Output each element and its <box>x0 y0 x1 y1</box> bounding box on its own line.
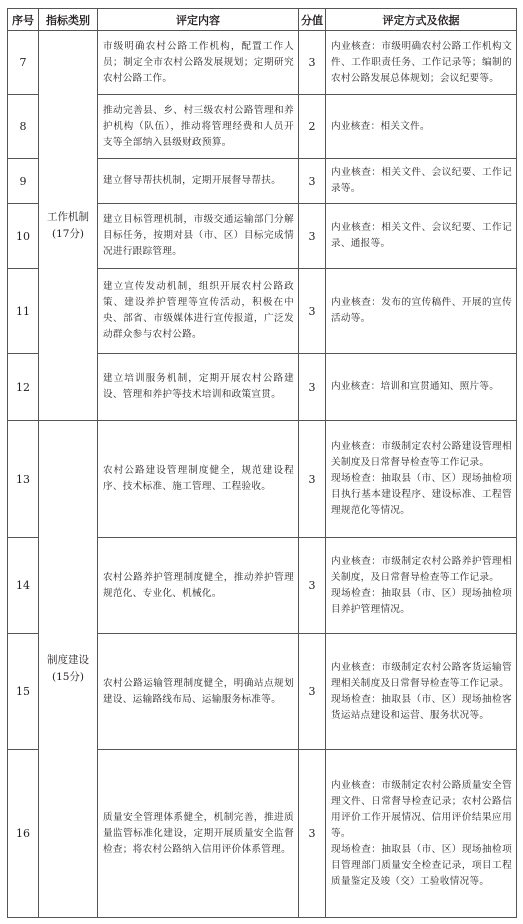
table-row <box>8 31 517 95</box>
score-cell: 3 <box>299 354 326 421</box>
score-cell: 3 <box>299 750 326 918</box>
category-label: 制度建设 <box>47 654 89 666</box>
content-cell <box>98 269 299 354</box>
content-text: 建立目标管理机制，市级交通运输部门分解目标任务，按期对县（市、区）目标完成情况进行跟踪管理。 <box>103 214 294 257</box>
header-score: 分值 <box>299 9 326 31</box>
content-cell <box>98 354 299 421</box>
row-number: 9 <box>8 159 39 204</box>
method-text: 内业核查：市级制定农村公路客货运输管理相关制度及日常督导检查等工作记录。 <box>331 661 512 689</box>
category-label: 工作机制 <box>47 210 89 223</box>
header-content: 评定内容 <box>98 9 299 31</box>
method-cell <box>326 634 517 750</box>
header-method: 评定方式及依据 <box>326 9 517 31</box>
content-text: 建立培训服务机制，定期开展农村公路建设、管理和养护等技术培训和政策宣贯。 <box>103 373 294 400</box>
score-cell: 3 <box>299 204 326 269</box>
category-cell <box>39 31 98 421</box>
content-text: 建立宣传发动机制，组织开展农村公路政策、建设养护管理等宣传活动，积极在中央、部省、市级媒体进行宣传报道，广泛发动群众参与农村公路。 <box>103 281 294 340</box>
score-cell: 3 <box>299 538 326 634</box>
row-number: 10 <box>8 204 39 269</box>
method-text: 内业核查：发布的宣传稿件、开展的宣传活动等。 <box>331 297 512 324</box>
table-header-row <box>8 9 517 31</box>
content-text: 建立督导帮扶机制，定期开展督导帮扶。 <box>103 175 282 186</box>
method-text: 内业核查：相关文件、会议纪要、工作记录等。 <box>331 167 512 194</box>
score-cell: 3 <box>299 269 326 354</box>
method-cell <box>326 354 517 421</box>
content-cell <box>98 95 299 159</box>
category-points: (17分) <box>51 227 85 240</box>
header-seq: 序号 <box>8 9 39 31</box>
method-text: 内业核查：市级明确农村公路工作机构文件、工作职责任务、工作记录等；编制的农村公路发展总体规划；会议纪要等。 <box>331 40 512 84</box>
category-points: (15分) <box>51 671 85 683</box>
content-cell <box>98 634 299 750</box>
row-number: 8 <box>8 95 39 159</box>
score-cell: 2 <box>299 95 326 159</box>
method-text: 内业核查：市级制定农村公路建设管理相关制度及日常督导检查等工作记录。 <box>331 441 512 468</box>
score-cell: 3 <box>299 31 326 95</box>
method-cell <box>326 269 517 354</box>
row-number: 11 <box>8 269 39 354</box>
method-cell <box>326 538 517 634</box>
content-text: 质量安全管理体系健全，机制完善，推进质量监管标准化建设，定期开展质量安全监督检查；将农村公路纳入信用评价体系管理。 <box>103 811 294 855</box>
content-cell <box>98 750 299 918</box>
content-text: 市级明确农村公路工作机构，配置工作人员；制定全市农村公路发展规划；定期研究农村公路工作。 <box>103 40 294 84</box>
row-number: 16 <box>8 750 39 918</box>
content-cell <box>98 538 299 634</box>
content-cell <box>98 159 299 204</box>
evaluation-table <box>7 8 517 918</box>
score-cell: 3 <box>299 634 326 750</box>
row-number: 14 <box>8 538 39 634</box>
table-row <box>8 421 517 538</box>
content-cell <box>98 421 299 538</box>
content-text: 农村公路运输管理制度健全，明确站点规划建设、运输路线布局、运输服务标准等。 <box>103 677 294 705</box>
content-text: 农村公路建设管理制度健全，规范建设程序、技术标准、施工管理、工程验收。 <box>103 465 294 492</box>
method-cell <box>326 159 517 204</box>
category-cell <box>39 421 98 918</box>
method-text: 现场检查：抽取县（市、区）现场抽检项目管理部门质量安全检查记录，项目工程质量鉴定及竣（交）工验收情况等。 <box>331 843 512 887</box>
row-number: 12 <box>8 354 39 421</box>
content-text: 推动完善县、乡、村三级农村公路管理和养护机构（队伍），推动将管理经费和人员开支等全部纳入县级财政预算。 <box>103 104 294 148</box>
method-text: 内业核查：市级制定农村公路养护管理相关制度，及日常督导检查等工作记录。 <box>331 555 512 583</box>
method-cell <box>326 95 517 159</box>
method-text: 内业核查：相关文件。 <box>331 120 430 132</box>
score-cell: 3 <box>299 159 326 204</box>
method-text: 内业核查：市级制定农村公路质量安全管理文件、日常督导检查记录；农村公路信用评价工作开展情况、信用评价结果应用等。 <box>331 779 512 839</box>
content-cell <box>98 31 299 95</box>
row-number: 15 <box>8 634 39 750</box>
header-category: 指标类别 <box>39 9 98 31</box>
method-cell <box>326 31 517 95</box>
row-number: 13 <box>8 421 39 538</box>
content-cell <box>98 204 299 269</box>
method-cell <box>326 750 517 918</box>
score-cell: 3 <box>299 421 326 538</box>
method-text: 现场检查：抽取县（市、区）现场抽检客货运站点建设和运营、服务状况等。 <box>331 693 512 721</box>
method-cell <box>326 204 517 269</box>
method-text: 内业核查：培训和宣贯通知、照片等。 <box>331 381 500 392</box>
method-text: 现场检查：抽取县（市、区）现场抽检项目养护管理情况。 <box>331 587 512 615</box>
row-number: 7 <box>8 31 39 95</box>
content-text: 农村公路养护管理制度健全，推动养护管理规范化、专业化、机械化。 <box>103 571 294 599</box>
method-text: 现场检查：抽取县（市、区）现场抽检项目执行基本建设程序、建设标准、工程管理规范化等情况。 <box>331 473 512 516</box>
method-cell <box>326 421 517 538</box>
method-text: 内业核查：相关文件、会议纪要、工作记录、通报等。 <box>331 222 512 249</box>
